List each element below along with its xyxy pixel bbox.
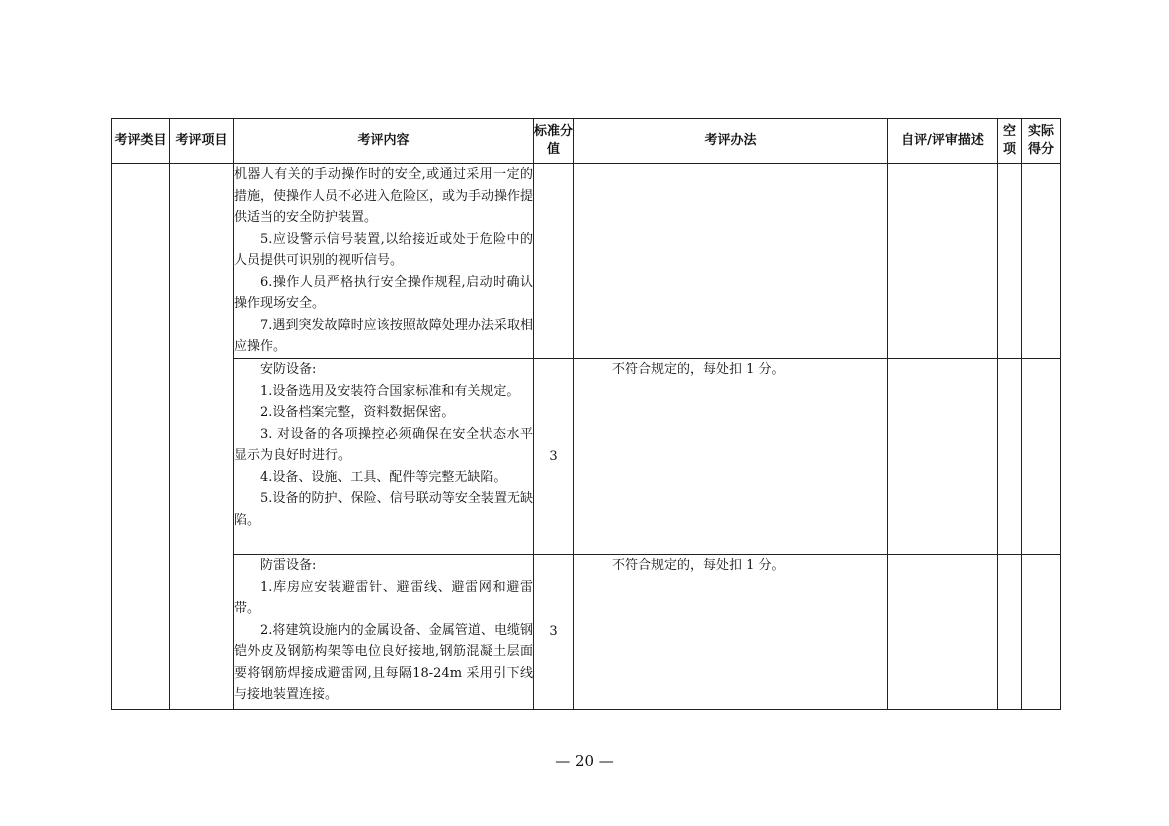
- empty-item-cell: [998, 555, 1022, 710]
- header-content: 考评内容: [234, 119, 534, 164]
- actual-score-cell: [1022, 359, 1061, 555]
- content-line: 5.设备的防护、保险、信号联动等安全装置无缺陷。: [234, 491, 533, 528]
- header-category: 考评类目: [112, 119, 170, 164]
- score-cell: 3: [534, 359, 574, 555]
- content-cell: [234, 555, 534, 710]
- header-item: 考评项目: [170, 119, 234, 164]
- method-cell: [574, 164, 888, 359]
- self-review-cell: [888, 555, 998, 710]
- content-line: 安防设备:: [260, 362, 317, 377]
- table-row: [112, 359, 1061, 555]
- content-line: 3. 对设备的各项操控必须确保在安全状态水平显示为良好时进行。: [234, 426, 533, 463]
- evaluation-table: [111, 118, 1061, 710]
- item-cell: [170, 164, 234, 710]
- content-line: 5.应设警示信号装置,以给接近或处于危险中的人员提供可识别的视听信号。: [234, 231, 533, 268]
- content-line: 1.库房应安装避雷针、避雷线、避雷网和避雷带。: [234, 579, 533, 616]
- empty-item-cell: [998, 359, 1022, 555]
- page-number: — 20 —: [555, 752, 614, 770]
- header-empty-item: 空项: [998, 119, 1022, 164]
- content-line: 2.将建筑设施内的金属设备、金属管道、电缆钢铠外皮及钢筋构架等电位良好接地,钢筋混凝土层面要将钢筋焊接成避雷网,且每隔18-24m 采用引下线与接地装置连接。: [234, 622, 533, 702]
- actual-score-cell: [1022, 164, 1061, 359]
- table-row: [112, 164, 1061, 359]
- content-line: 4.设备、设施、工具、配件等完整无缺陷。: [260, 469, 507, 485]
- content-line: 机器人有关的手动操作时的安全,或通过采用一定的措施，使操作人员不必进入危险区，或为手动操作提供适当的安全防护装置。: [234, 167, 534, 225]
- actual-score-cell: [1022, 555, 1061, 710]
- header-self-review: 自评/评审描述: [888, 119, 998, 164]
- category-cell: [112, 164, 170, 710]
- header-standard-score: 标准分值: [534, 119, 574, 164]
- content-line: 7.遇到突发故障时应该按照故障处理办法采取相应操作。: [234, 317, 533, 354]
- self-review-cell: [888, 164, 998, 359]
- method-cell: 不符合规定的，每处扣 1 分。: [574, 359, 888, 555]
- score-cell: [534, 164, 574, 359]
- content-line: 防雷设备:: [260, 558, 317, 573]
- self-review-cell: [888, 359, 998, 555]
- empty-item-cell: [998, 164, 1022, 359]
- content-line: 6.操作人员严格执行安全操作规程,启动时确认操作现场安全。: [234, 274, 533, 311]
- header-actual-score: 实际得分: [1022, 119, 1061, 164]
- content-cell: [234, 359, 534, 555]
- score-cell: 3: [534, 555, 574, 710]
- content-line: 1.设备选用及安装符合国家标准和有关规定。: [260, 383, 520, 399]
- table-header-row: [112, 119, 1061, 164]
- content-cell: [234, 164, 534, 359]
- table-row: [112, 555, 1061, 710]
- content-line: 2.设备档案完整，资料数据保密。: [260, 405, 455, 420]
- method-cell: 不符合规定的，每处扣 1 分。: [574, 555, 888, 710]
- header-method: 考评办法: [574, 119, 888, 164]
